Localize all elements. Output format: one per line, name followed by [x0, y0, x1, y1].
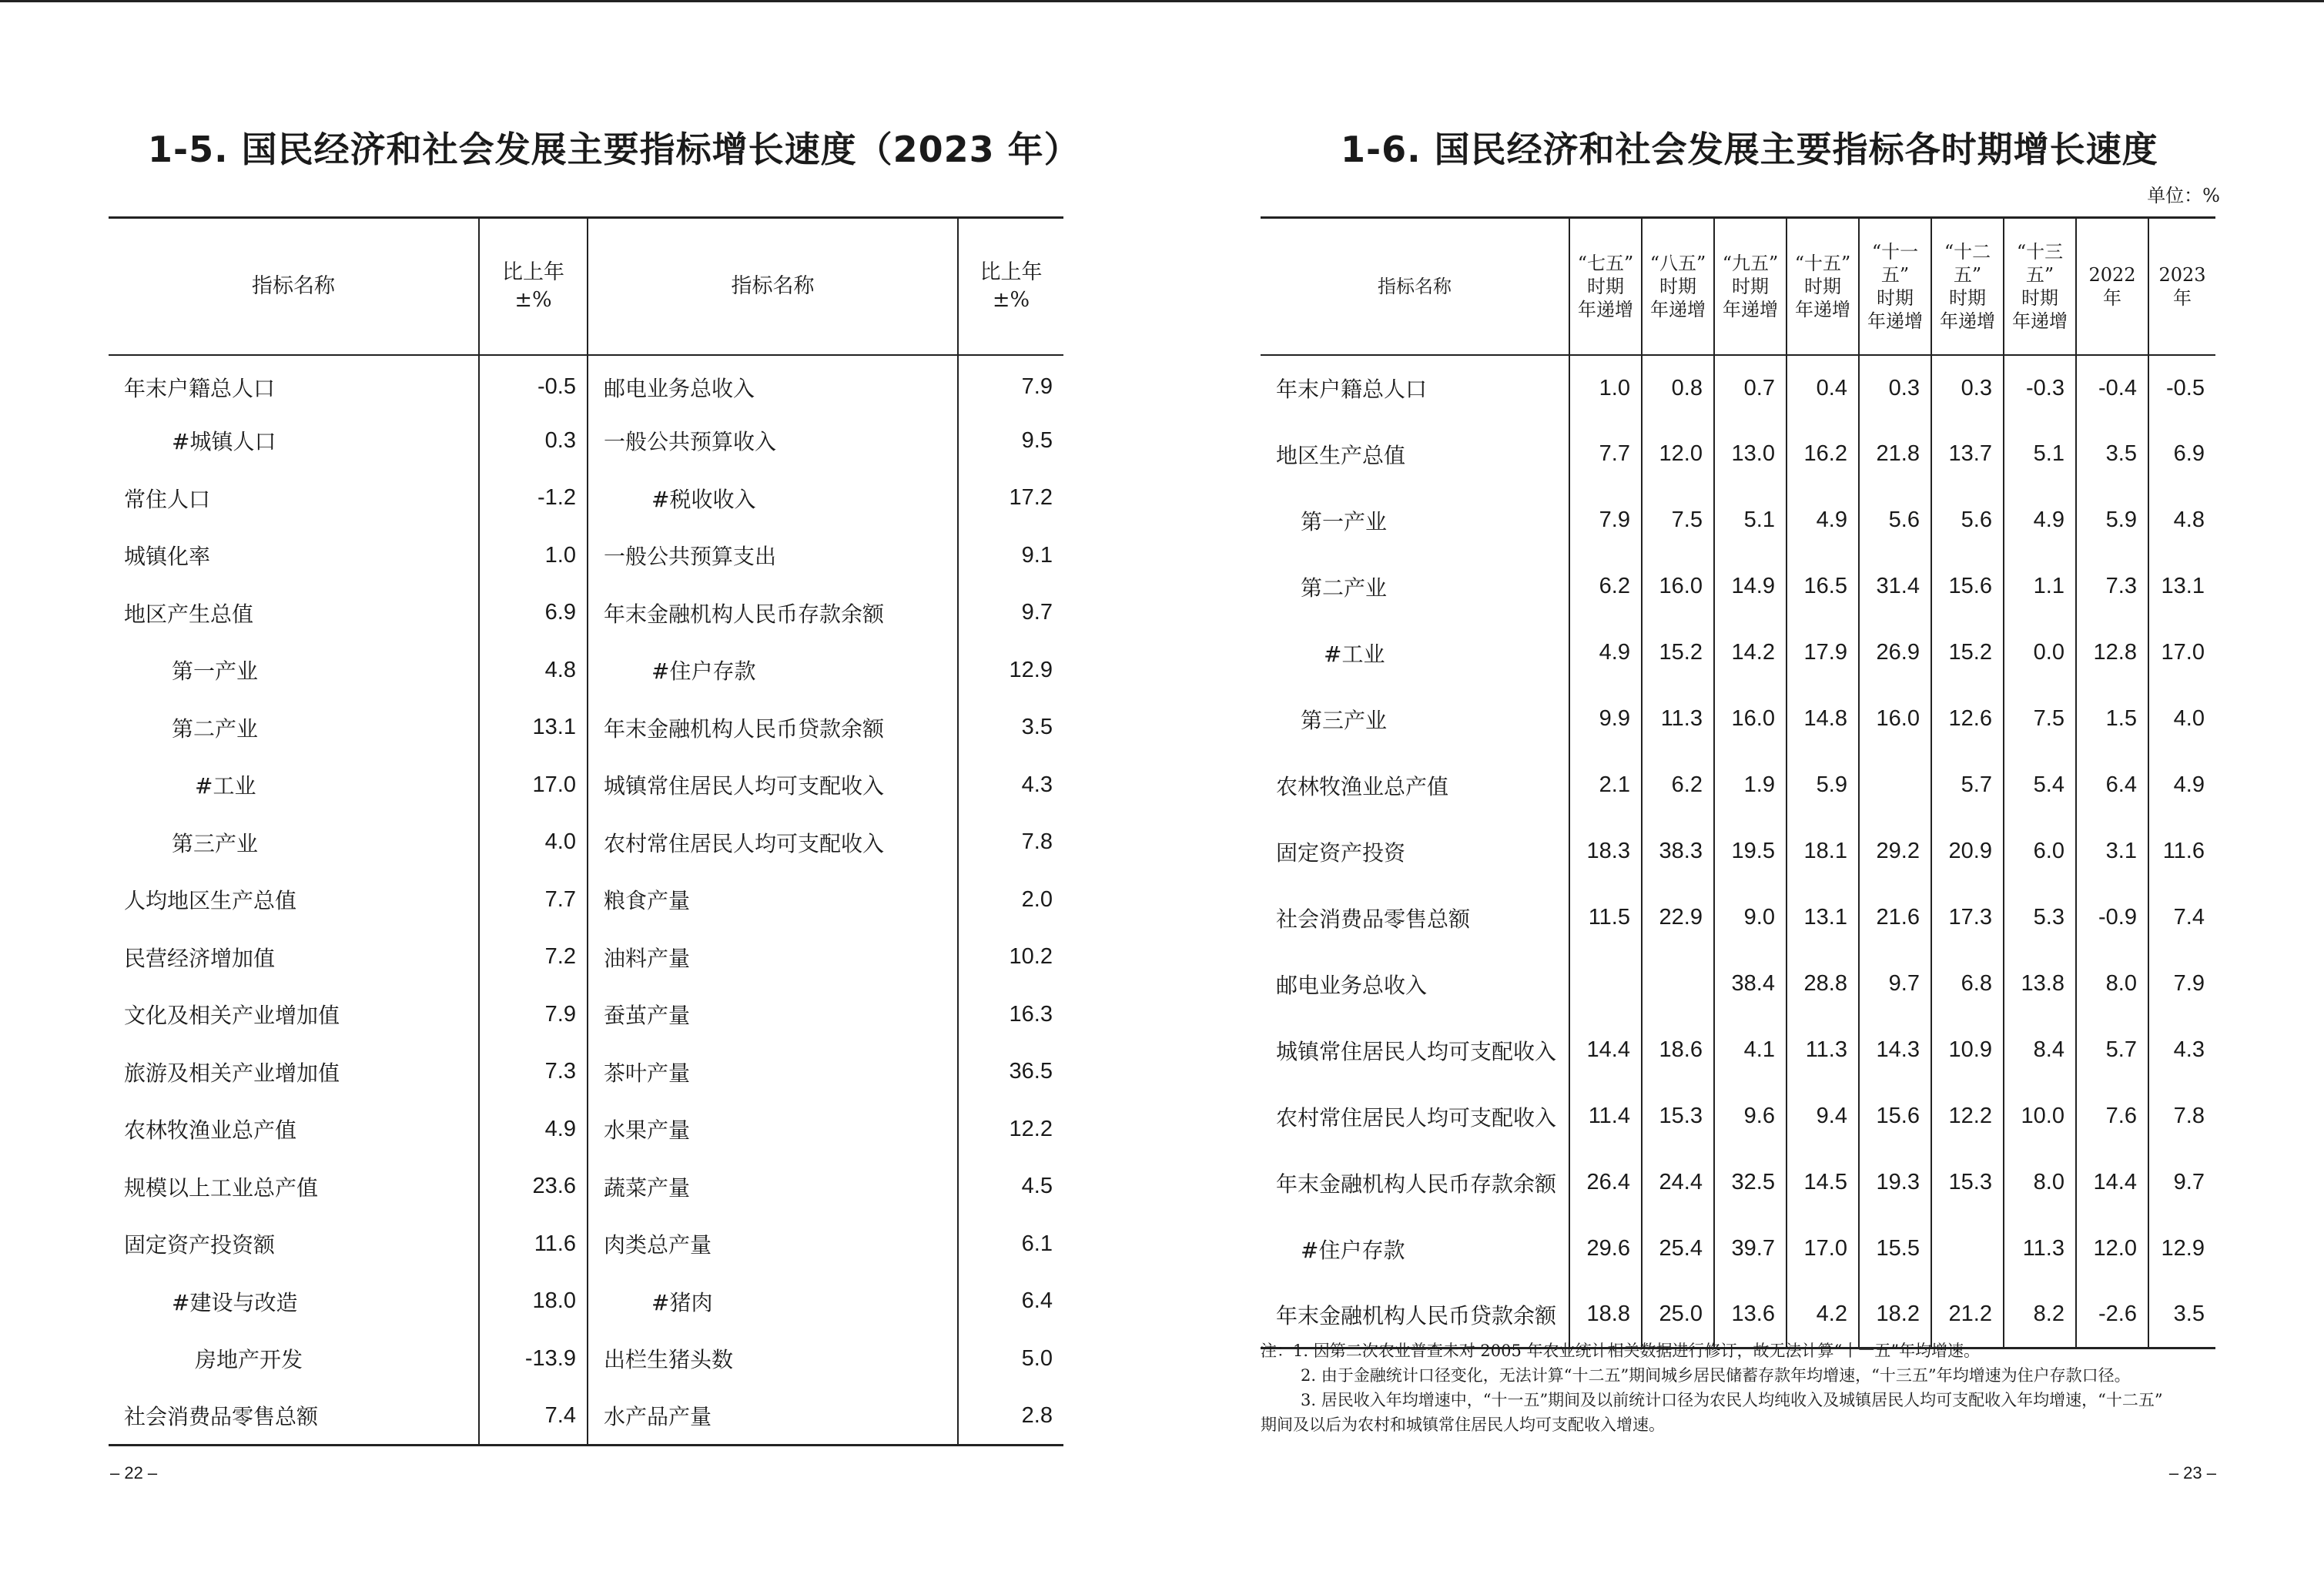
col-header-period: “八五” 时期 年递增	[1642, 218, 1714, 355]
indicator-name: 年末户籍总人口	[1261, 355, 1569, 421]
growth-value: 6.4	[2076, 752, 2148, 819]
indicator-name: 第二产业	[1261, 554, 1569, 620]
indicator-name: 常住人口	[109, 470, 479, 528]
growth-value: 4.9	[1569, 620, 1642, 686]
growth-value: 15.6	[1931, 554, 2004, 620]
change-value: 7.2	[479, 929, 588, 987]
col-header-period: “十三五” 时期 年递增	[2004, 218, 2076, 355]
growth-value: 9.4	[1787, 1084, 1859, 1150]
indicator-name: 农林牧渔业总产值	[1261, 752, 1569, 819]
table-row	[109, 642, 1063, 699]
growth-value: 29.6	[1569, 1216, 1642, 1282]
indicator-name: 固定资产投资	[1261, 819, 1569, 885]
growth-value: 7.4	[2173, 905, 2205, 930]
indicator-name: 年末金融机构人民币贷款余额	[1261, 1282, 1569, 1348]
indicator-name: 规模以上工业总产值	[109, 1158, 479, 1216]
change-value: 3.5	[1021, 715, 1053, 740]
indicator-name: 一般公共预算收入	[588, 412, 958, 470]
growth-value: 8.4	[2004, 1017, 2076, 1084]
note-3: 3. 居民收入年均增速中，“十一五”期间及以前统计口径为农民人均纯收入及城镇居民人均可支配收入年均增速，“十二五”	[1301, 1391, 2163, 1409]
table-1-6	[1261, 216, 2215, 1349]
table-row	[1261, 951, 2215, 1017]
growth-value: 5.6	[1859, 487, 1931, 554]
growth-value: 39.7	[1714, 1216, 1787, 1282]
growth-value: 14.8	[1787, 686, 1859, 752]
growth-value: 0.3	[1931, 355, 2004, 421]
table-row	[1261, 355, 2215, 421]
growth-value: -2.6	[2076, 1282, 2148, 1348]
growth-value: 18.3	[1569, 819, 1642, 885]
growth-value: 4.2	[1787, 1282, 1859, 1348]
growth-value: 6.2	[1569, 554, 1642, 620]
indicator-name: 油料产量	[588, 929, 958, 987]
indicator-name: 房地产开发	[109, 1330, 479, 1388]
indicator-name: 社会消费品零售总额	[109, 1388, 479, 1446]
indicator-name: #税收收入	[588, 470, 958, 528]
growth-value: 14.4	[2076, 1150, 2148, 1216]
page-right	[1162, 0, 2324, 1588]
indicator-name: 年末金融机构人民币存款余额	[588, 585, 958, 642]
table-row	[109, 355, 1063, 413]
change-value: 1.0	[479, 527, 588, 585]
growth-value: 11.3	[1642, 686, 1714, 752]
growth-value: 11.3	[2004, 1216, 2076, 1282]
col-header-period: “十一五” 时期 年递增	[1859, 218, 1931, 355]
growth-value: 16.0	[1714, 686, 1787, 752]
indicator-name: #工业	[109, 756, 479, 814]
indicator-name: 邮电业务总收入	[1261, 951, 1569, 1017]
change-value: 7.8	[1021, 829, 1053, 855]
change-value: 2.8	[1021, 1402, 1053, 1428]
table-row	[1261, 554, 2215, 620]
growth-value: 5.7	[1931, 752, 2004, 819]
table-row	[109, 1101, 1063, 1158]
table-row	[109, 1388, 1063, 1446]
growth-value: -0.4	[2076, 355, 2148, 421]
growth-value: 8.2	[2004, 1282, 2076, 1348]
growth-value: 7.7	[1569, 421, 1642, 487]
growth-value: 21.6	[1859, 885, 1931, 951]
table-row	[1261, 1150, 2215, 1216]
change-value: 17.0	[479, 756, 588, 814]
col-header-name-2: 指标名称	[588, 218, 958, 355]
indicator-name: #工业	[1261, 620, 1569, 686]
change-value: 18.0	[479, 1273, 588, 1331]
table-row	[1261, 752, 2215, 819]
growth-value: 13.0	[1714, 421, 1787, 487]
growth-value: 0.8	[1642, 355, 1714, 421]
growth-value: 13.7	[1931, 421, 2004, 487]
growth-value: 6.9	[2173, 441, 2205, 466]
indicator-name: #猪肉	[588, 1273, 958, 1331]
change-value: 7.9	[479, 986, 588, 1044]
indicator-name: 民营经济增加值	[109, 929, 479, 987]
growth-value: 1.0	[1569, 355, 1642, 421]
growth-value	[1569, 951, 1642, 1017]
indicator-name: 固定资产投资额	[109, 1215, 479, 1273]
growth-value: 14.2	[1714, 620, 1787, 686]
indicator-name: 第三产业	[1261, 686, 1569, 752]
growth-value: 5.1	[2004, 421, 2076, 487]
page-number-left: – 22 –	[110, 1463, 158, 1482]
growth-value: 8.0	[2076, 951, 2148, 1017]
indicator-name: 人均地区生产总值	[109, 871, 479, 929]
growth-value: 5.6	[1931, 487, 2004, 554]
growth-value: 3.5	[2173, 1302, 2205, 1327]
growth-value: 3.5	[2076, 421, 2148, 487]
table-row	[109, 814, 1063, 872]
growth-value: 15.3	[1931, 1150, 2004, 1216]
growth-value: 28.8	[1787, 951, 1859, 1017]
table-row	[109, 1330, 1063, 1388]
table-1-6-header	[1261, 218, 2215, 355]
table-1-5	[109, 216, 1063, 1446]
growth-value: 12.0	[2076, 1216, 2148, 1282]
growth-value: 1.1	[2004, 554, 2076, 620]
change-value: 10.2	[1009, 944, 1053, 970]
growth-value: 4.1	[1714, 1017, 1787, 1084]
growth-value: 12.9	[2161, 1236, 2205, 1261]
growth-value: 5.1	[1714, 487, 1787, 554]
growth-value: 2.1	[1569, 752, 1642, 819]
growth-value: 0.4	[1787, 355, 1859, 421]
growth-value: 18.8	[1569, 1282, 1642, 1348]
indicator-name: #住户存款	[1261, 1216, 1569, 1282]
col-header-period: “七五” 时期 年递增	[1569, 218, 1642, 355]
growth-value: -0.3	[2004, 355, 2076, 421]
table-row	[109, 871, 1063, 929]
growth-value: 38.4	[1714, 951, 1787, 1017]
growth-value: 7.3	[2076, 554, 2148, 620]
table-row	[1261, 1084, 2215, 1150]
growth-value: 9.7	[1859, 951, 1931, 1017]
growth-value: 12.2	[1931, 1084, 2004, 1150]
table-row	[109, 1158, 1063, 1216]
change-value: 5.0	[1021, 1345, 1053, 1371]
change-value: 13.1	[479, 699, 588, 757]
change-value: -13.9	[479, 1330, 588, 1388]
growth-value: 4.3	[2173, 1037, 2205, 1062]
growth-value: 13.1	[1787, 885, 1859, 951]
growth-value: 4.9	[2004, 487, 2076, 554]
growth-value: 18.2	[1859, 1282, 1931, 1348]
indicator-name: 农村常住居民人均可支配收入	[588, 814, 958, 872]
col-header-period: 2023 年	[2148, 218, 2215, 355]
table-row	[1261, 620, 2215, 686]
growth-value: 14.3	[1859, 1017, 1931, 1084]
col-header-period: “九五” 时期 年递增	[1714, 218, 1787, 355]
indicator-name: 蔬菜产量	[588, 1158, 958, 1216]
indicator-name: 农村常住居民人均可支配收入	[1261, 1084, 1569, 1150]
table-row	[109, 1044, 1063, 1101]
table-row	[109, 929, 1063, 987]
growth-value	[1642, 951, 1714, 1017]
growth-value: 4.9	[2173, 772, 2205, 797]
change-value: 4.5	[1021, 1174, 1053, 1199]
indicator-name: 茶叶产量	[588, 1044, 958, 1101]
growth-value: 4.8	[2173, 508, 2205, 532]
growth-value: 9.9	[1569, 686, 1642, 752]
growth-value: 5.9	[1787, 752, 1859, 819]
growth-value: 15.6	[1859, 1084, 1931, 1150]
indicator-name: 水果产量	[588, 1101, 958, 1158]
indicator-name: 城镇化率	[109, 527, 479, 585]
change-value: -1.2	[479, 470, 588, 528]
indicator-name: 第一产业	[109, 642, 479, 699]
growth-value: 14.5	[1787, 1150, 1859, 1216]
growth-value: 1.5	[2076, 686, 2148, 752]
table-row	[109, 1215, 1063, 1273]
growth-value: 20.9	[1931, 819, 2004, 885]
growth-value: 15.2	[1931, 620, 2004, 686]
growth-value: 0.7	[1714, 355, 1787, 421]
col-header-change-1: 比上年 ±%	[479, 218, 588, 355]
growth-value: 11.3	[1787, 1017, 1859, 1084]
growth-value: 7.9	[2173, 971, 2205, 996]
growth-value: 1.9	[1714, 752, 1787, 819]
indicator-name: 粮食产量	[588, 871, 958, 929]
growth-value: 11.6	[2162, 839, 2205, 863]
indicator-name: 第三产业	[109, 814, 479, 872]
indicator-name: 邮电业务总收入	[588, 355, 958, 413]
growth-value: 17.0	[2161, 640, 2205, 665]
indicator-name: 社会消费品零售总额	[1261, 885, 1569, 951]
table-row	[1261, 487, 2215, 554]
table-row	[1261, 1017, 2215, 1084]
change-value: 9.7	[1021, 600, 1053, 625]
growth-value: 29.2	[1859, 819, 1931, 885]
table-row	[109, 527, 1063, 585]
change-value: 12.2	[1009, 1116, 1053, 1141]
growth-value: -0.9	[2076, 885, 2148, 951]
col-header-period: “十二五” 时期 年递增	[1931, 218, 2004, 355]
table-1-5-title: 1-5. 国民经济和社会发展主要指标增长速度（2023 年）	[148, 129, 1080, 170]
table-row	[109, 470, 1063, 528]
growth-value: 21.2	[1931, 1282, 2004, 1348]
change-value: 16.3	[1009, 1001, 1053, 1027]
table-row	[1261, 885, 2215, 951]
change-value: 7.7	[479, 871, 588, 929]
change-value: 7.4	[479, 1388, 588, 1446]
change-value: 4.8	[479, 642, 588, 699]
col-header-period: 2022 年	[2076, 218, 2148, 355]
change-value: 4.0	[479, 814, 588, 872]
table-row	[1261, 819, 2215, 885]
table-row	[109, 412, 1063, 470]
indicator-name: #住户存款	[588, 642, 958, 699]
growth-value: 9.7	[2173, 1170, 2205, 1194]
table-1-6-title: 1-6. 国民经济和社会发展主要指标各时期增长速度	[1341, 129, 2158, 170]
table-row	[1261, 686, 2215, 752]
note-3-continued: 期间及以后为农村和城镇常住居民人均可支配收入增速。	[1261, 1415, 1665, 1434]
unit-label: 单位：%	[2147, 185, 2220, 206]
change-value: 7.9	[1021, 374, 1053, 400]
table-1-5-header	[109, 218, 1063, 355]
col-header-period: “十五” 时期 年递增	[1787, 218, 1859, 355]
growth-value: 21.8	[1859, 421, 1931, 487]
indicator-name: 农林牧渔业总产值	[109, 1101, 479, 1158]
growth-value: 9.0	[1714, 885, 1787, 951]
growth-value: 15.3	[1642, 1084, 1714, 1150]
table-row	[1261, 1216, 2215, 1282]
change-value: -0.5	[479, 355, 588, 413]
growth-value: 11.4	[1569, 1084, 1642, 1150]
growth-value: 15.5	[1859, 1216, 1931, 1282]
indicator-name: 出栏生猪头数	[588, 1330, 958, 1388]
indicator-name: 旅游及相关产业增加值	[109, 1044, 479, 1101]
growth-value: 5.7	[2076, 1017, 2148, 1084]
change-value: 6.4	[1021, 1288, 1053, 1314]
growth-value: 12.8	[2076, 620, 2148, 686]
change-value: 9.1	[1021, 542, 1053, 568]
change-value: 2.0	[1021, 886, 1053, 912]
table-notes	[1261, 1338, 2231, 1437]
growth-value: 6.2	[1642, 752, 1714, 819]
change-value: 4.9	[479, 1101, 588, 1158]
growth-value: 16.0	[1642, 554, 1714, 620]
table-row	[109, 986, 1063, 1044]
growth-value: 13.1	[2161, 574, 2205, 598]
table-row	[109, 1273, 1063, 1331]
growth-value: 3.1	[2076, 819, 2148, 885]
growth-value: 17.0	[1787, 1216, 1859, 1282]
change-value: 36.5	[1009, 1059, 1053, 1084]
indicator-name: 文化及相关产业增加值	[109, 986, 479, 1044]
growth-value: 15.2	[1642, 620, 1714, 686]
indicator-name: 肉类总产量	[588, 1215, 958, 1273]
growth-value: 14.9	[1714, 554, 1787, 620]
table-row	[109, 585, 1063, 642]
indicator-name: 地区产生总值	[109, 585, 479, 642]
table-row	[109, 756, 1063, 814]
growth-value: 17.3	[1931, 885, 2004, 951]
change-value: 12.9	[1009, 657, 1053, 682]
indicator-name: 第一产业	[1261, 487, 1569, 554]
growth-value	[1859, 752, 1931, 819]
growth-value: 26.4	[1569, 1150, 1642, 1216]
growth-value: 13.8	[2004, 951, 2076, 1017]
growth-value: 11.5	[1569, 885, 1642, 951]
growth-value: 16.0	[1859, 686, 1931, 752]
growth-value: 22.9	[1642, 885, 1714, 951]
page-number-right: – 23 –	[2168, 1463, 2216, 1482]
growth-value: 4.9	[1787, 487, 1859, 554]
growth-value: 38.3	[1642, 819, 1714, 885]
growth-value: 16.5	[1787, 554, 1859, 620]
growth-value: 7.5	[2004, 686, 2076, 752]
indicator-name: 一般公共预算支出	[588, 527, 958, 585]
growth-value: 5.9	[2076, 487, 2148, 554]
growth-value: 7.6	[2076, 1084, 2148, 1150]
note-1: 注：1. 因第二次农业普查未对 2005 年农业统计相关数据进行修订，故无法计算“十一五”年均增速。	[1261, 1342, 1980, 1360]
growth-value: 8.0	[2004, 1150, 2076, 1216]
growth-value: 9.6	[1714, 1084, 1787, 1150]
indicator-name: 水产品产量	[588, 1388, 958, 1446]
growth-value: 19.3	[1859, 1150, 1931, 1216]
col-header-indicator: 指标名称	[1261, 218, 1569, 355]
growth-value: 17.9	[1787, 620, 1859, 686]
growth-value: 31.4	[1859, 554, 1931, 620]
note-2: 2. 由于金融统计口径变化，无法计算“十二五”期间城乡居民储蓄存款年均增速，“十三五”年均增速为住户存款口径。	[1301, 1366, 2131, 1385]
growth-value: 5.3	[2004, 885, 2076, 951]
indicator-name: 第二产业	[109, 699, 479, 757]
indicator-name: #城镇人口	[109, 412, 479, 470]
change-value: 17.2	[1009, 485, 1053, 511]
growth-value: 26.9	[1859, 620, 1931, 686]
growth-value: 10.0	[2004, 1084, 2076, 1150]
indicator-name: 城镇常住居民人均可支配收入	[1261, 1017, 1569, 1084]
growth-value: 12.6	[1931, 686, 2004, 752]
change-value: 9.5	[1021, 427, 1053, 453]
growth-value: 14.4	[1569, 1017, 1642, 1084]
growth-value: 13.6	[1714, 1282, 1787, 1348]
indicator-name: 城镇常住居民人均可支配收入	[588, 756, 958, 814]
change-value: 4.3	[1021, 772, 1053, 797]
col-header-change-2: 比上年 ±%	[958, 218, 1063, 355]
indicator-name: 蚕茧产量	[588, 986, 958, 1044]
growth-value: 25.0	[1642, 1282, 1714, 1348]
change-value: 0.3	[479, 412, 588, 470]
growth-value: 7.8	[2173, 1104, 2205, 1128]
growth-value: 6.8	[1931, 951, 2004, 1017]
indicator-name: 年末金融机构人民币存款余额	[1261, 1150, 1569, 1216]
change-value: 11.6	[479, 1215, 588, 1273]
indicator-name: 地区生产总值	[1261, 421, 1569, 487]
indicator-name: 年末户籍总人口	[109, 355, 479, 413]
growth-value: 4.0	[2173, 706, 2205, 731]
growth-value	[1931, 1216, 2004, 1282]
growth-value: 10.9	[1931, 1017, 2004, 1084]
growth-value: 18.1	[1787, 819, 1859, 885]
growth-value: 7.9	[1569, 487, 1642, 554]
growth-value: 12.0	[1642, 421, 1714, 487]
table-row	[1261, 421, 2215, 487]
change-value: 23.6	[479, 1158, 588, 1216]
growth-value: 24.4	[1642, 1150, 1714, 1216]
change-value: 7.3	[479, 1044, 588, 1101]
indicator-name: #建设与改造	[109, 1273, 479, 1331]
change-value: 6.1	[1021, 1231, 1053, 1256]
indicator-name: 年末金融机构人民币贷款余额	[588, 699, 958, 757]
change-value: 6.9	[479, 585, 588, 642]
growth-value: 0.0	[2004, 620, 2076, 686]
growth-value: -0.5	[2166, 375, 2205, 400]
growth-value: 18.6	[1642, 1017, 1714, 1084]
growth-value: 16.2	[1787, 421, 1859, 487]
col-header-name-1: 指标名称	[109, 218, 479, 355]
growth-value: 0.3	[1859, 355, 1931, 421]
growth-value: 5.4	[2004, 752, 2076, 819]
growth-value: 25.4	[1642, 1216, 1714, 1282]
table-row	[109, 699, 1063, 757]
growth-value: 19.5	[1714, 819, 1787, 885]
growth-value: 7.5	[1642, 487, 1714, 554]
growth-value: 6.0	[2004, 819, 2076, 885]
growth-value: 32.5	[1714, 1150, 1787, 1216]
